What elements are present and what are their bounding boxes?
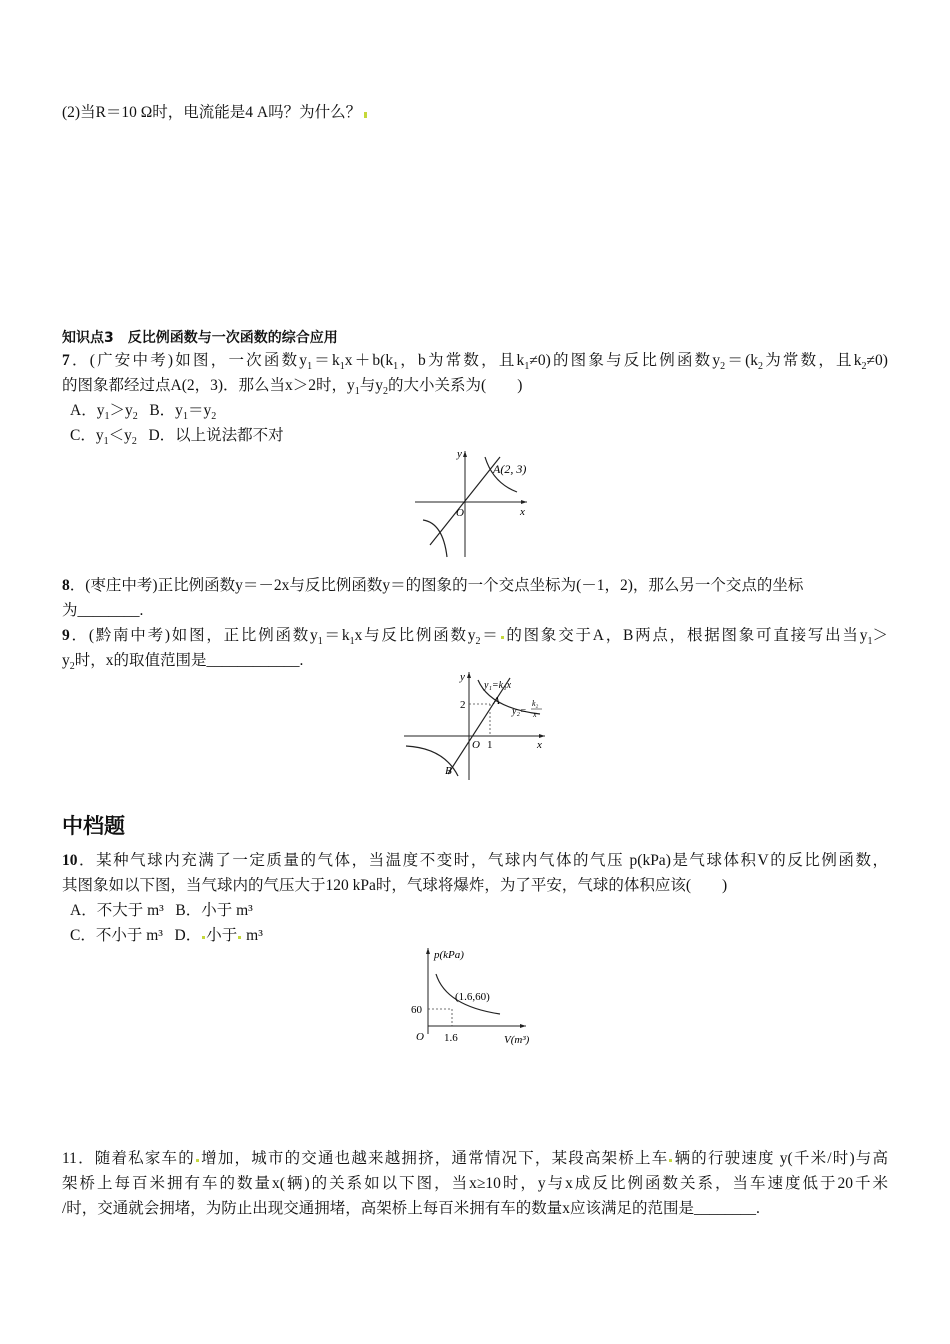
q9-line2: $y_2$时，x的取值范围是____________.: [62, 652, 304, 673]
q11-line2: 架桥上每百米拥有车的数量x(辆)的关系如以下图，当x≥10时，y与x成反比例函数关系，当车速度低于20千米: [62, 1175, 888, 1192]
q10-text1: ．某种气球内充满了一定质量的气体，当温度不变时，气球内气体的气压 p(kPa)是气球体积V的反比例函数，: [77, 852, 888, 869]
q7-source: (广安中考): [89, 352, 174, 369]
q10-y-label: p(kPa): [434, 949, 464, 961]
mid-level-title: 中档题: [62, 814, 125, 838]
q9-y-label: y: [460, 671, 465, 683]
scan-mark: [364, 112, 367, 118]
q8-source: (枣庄中考): [85, 577, 158, 594]
q9-source: (黔南中考): [88, 627, 171, 644]
q10-figure: [408, 942, 548, 1052]
q7-y-label: y: [457, 448, 462, 460]
q8-line2: 为________.: [62, 602, 144, 619]
q9-number: 9: [62, 627, 70, 644]
q8-number: 8: [62, 577, 70, 594]
q10-option-d-unit: m³: [246, 927, 263, 944]
q10-origin-label: O: [416, 1031, 424, 1043]
q9-x-arrow: [539, 734, 545, 738]
q7-option-a[interactable]: A．$y_1>y_2$: [70, 402, 138, 423]
q10-x-label: V(m³): [504, 1034, 530, 1046]
q9-point-a-label: A: [493, 695, 500, 707]
q7-y-arrow: [463, 451, 467, 457]
q11-text-a: 11．随着私家车的: [62, 1150, 195, 1167]
q9-y-arrow: [467, 672, 471, 678]
q9-blank: x的取值范围是____________.: [105, 652, 304, 669]
q7-line1: 7．(广安中考)如图，一次函数$y_1=k_1x+b(k_1$，b为常数，且$k_1\ne 0$)的图象与反比例函数$y_2=(k_2$为常数，且$k_2\ne 0$): [62, 352, 888, 373]
q10-option-d[interactable]: [175, 927, 263, 944]
q10-y-arrow: [426, 948, 430, 954]
q10-option-d-prefix: D．: [174, 927, 202, 944]
q7-option-d[interactable]: D．以上说法都不对: [148, 427, 284, 444]
q8-line1: 8．(枣庄中考)正比例函数y＝－2x与反比例函数y＝的图象的一个交点坐标为(－1，2)，那么另一个交点的坐标: [62, 577, 804, 594]
scan-mark: [501, 636, 504, 639]
q11-line3: /时，交通就会拥堵，为防止出现交通拥堵，高架桥上每百米拥有车的数量x应该满足的范围是________.: [62, 1200, 760, 1217]
q9-line-y1: [448, 678, 510, 774]
section-3-title: 知识点3 反比例函数与一次函数的综合应用: [62, 330, 338, 346]
q10-tick-1-6: 1.6: [444, 1032, 458, 1044]
q7-line2: 的图象都经过点A(2，3)．那么当x＞2时，$y_1$与$y_2$的大小关系为( ): [62, 377, 523, 398]
scan-mark: [196, 1159, 199, 1162]
q7-option-b[interactable]: B．$y_1=y_2$: [149, 402, 217, 423]
scan-mark: [238, 936, 241, 939]
scan-mark: [202, 936, 205, 939]
q10-options-row1: [70, 900, 253, 922]
q10-option-a[interactable]: A．不大于 m³: [70, 902, 164, 919]
q10-line1: [62, 850, 888, 872]
q7-options-row2: [70, 425, 284, 453]
q9-k2-label: k₂: [532, 699, 539, 708]
q10-option-c[interactable]: C．不小于 m³: [70, 927, 163, 944]
q9-tick-1: 1: [487, 739, 493, 751]
q7-origin-label: O: [456, 507, 464, 519]
q7-x-arrow: [521, 500, 527, 504]
q7-figure: [405, 445, 545, 560]
q10-number: 10: [62, 852, 78, 869]
q11-text-c: 辆的行驶速度 y(千米/时)与高: [673, 1150, 888, 1167]
q7-option-c[interactable]: C．$y_1<y_2$: [70, 427, 137, 448]
q6-part2-text: (2)当R＝10 Ω时，电流能是4 A吗？为什么？: [62, 104, 362, 121]
q11-text-b: 增加，城市的交通也越来越拥挤，通常情况下，某段高架桥上车: [199, 1150, 669, 1167]
q9-xden-label: x: [533, 710, 537, 719]
q10-option-b[interactable]: B．小于 m³: [175, 902, 253, 919]
q10-x-arrow: [520, 1024, 526, 1028]
q9-line1: 9．(黔南中考)如图，正比例函数$y_1=k_1x$与反比例函数$y_2=$ 的图象交于A，B两点，根据图象可直接写出当$y_1>$: [62, 627, 888, 648]
q10-line2: 其图象如以下图，当气球内的气压大于120 kPa时，气球将爆炸，为了平安，气球的体积应该( ): [62, 877, 728, 894]
q9-x-label: x: [537, 739, 542, 751]
q9-origin-label: O: [472, 739, 480, 751]
q7-point-a-label: A(2, 3): [493, 462, 527, 476]
q9-tick-2: 2: [460, 699, 466, 711]
q7-number: 7: [62, 352, 70, 369]
scan-mark: [669, 1159, 672, 1162]
q9-y1-label: y₁=k₁x: [484, 680, 512, 691]
q7-x-label: x: [520, 506, 525, 518]
q10-options-row2: [70, 925, 263, 947]
q10-point-label: (1.6,60): [455, 991, 490, 1003]
q6-part2: [62, 102, 888, 124]
q7-options-row1: [70, 400, 216, 428]
q9-point-b-label: B: [445, 765, 452, 777]
q10-tick-60: 60: [411, 1004, 422, 1016]
q11-line1: [62, 1148, 888, 1170]
q9-y2-label: y₂=: [512, 706, 527, 717]
q9-figure: [400, 668, 555, 783]
q10-option-d-text: 小于: [206, 927, 238, 944]
q8-text: 正比例函数y＝－2x与反比例函数y＝的图象的一个交点坐标为(－1，2)，那么另一个交点的坐标: [157, 577, 804, 594]
